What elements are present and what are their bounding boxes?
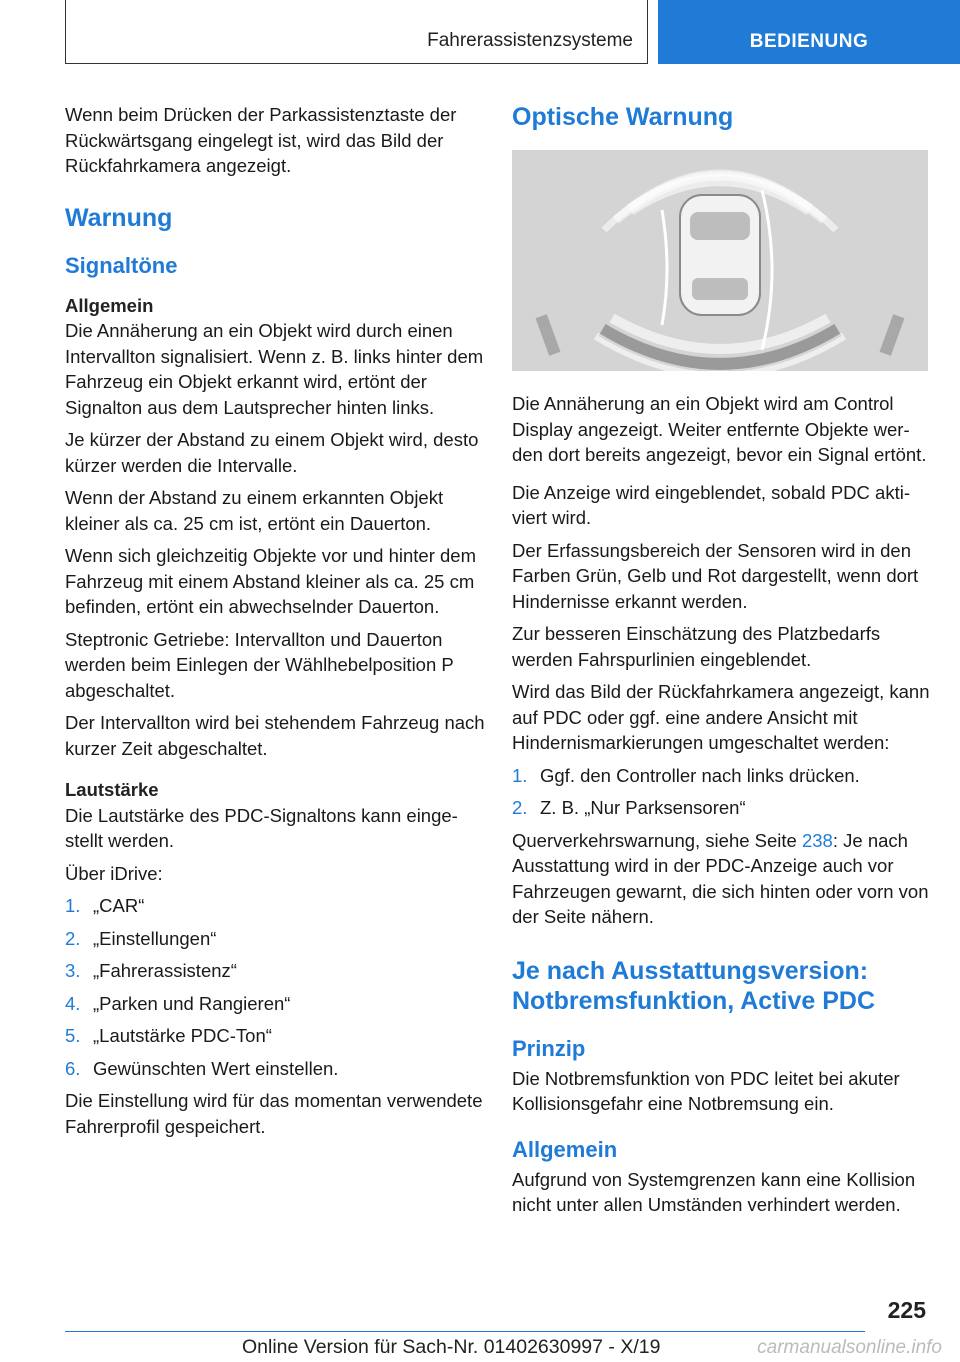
step-number: 3. <box>65 960 81 981</box>
step-number: 2. <box>65 927 81 949</box>
header-section-title: Fahrerassistenzsysteme <box>427 30 633 51</box>
paragraph: Aufgrund von Systemgrenzen kann eine Kollision nicht unter allen Umständen verhindert werden. <box>512 1168 916 1215</box>
paragraph: Wenn der Abstand zu einem erkannten Objekt kleiner als ca. 25 cm ist, ertönt ein Dauerton. <box>65 487 444 534</box>
heading-prinzip: Prinzip <box>512 1035 586 1061</box>
page-number: 225 <box>887 1297 926 1323</box>
step-text: Gewünschten Wert einstellen. <box>93 1057 339 1079</box>
paragraph: Wenn sich gleichzeitig Objekte vor und hinter dem Fahrzeug mit einem Abstand kleiner als ca. 25 cm befinden, ertönt ein abwechselnder Dauerton. <box>65 545 476 617</box>
paragraph: Die Einstellung wird für das momentan verwendete Fahrerprofil gespeichert. <box>65 1090 483 1137</box>
step-text: „Parken und Rangieren“ <box>93 992 291 1014</box>
heading-notbremsfunktion: Je nach Ausstattungsversion: Notbremsfunktion, Active PDC <box>512 956 876 1015</box>
step-number: 1. <box>512 764 528 786</box>
paragraph: Der Intervallton wird bei stehendem Fahrzeug nach kurzer Zeit abgeschaltet. <box>65 712 485 759</box>
step-number: 6. <box>65 1057 81 1079</box>
list-item <box>512 795 932 821</box>
step-number: 5. <box>65 1025 81 1046</box>
step-text: „CAR“ <box>93 895 145 916</box>
footer-text: Online Version für Sach-Nr. 01402630997 - X/19 <box>242 1336 661 1358</box>
heading-allgemein: Allgemein <box>65 294 154 316</box>
pdc-display-figure <box>512 150 928 371</box>
step-text: „Einstellungen“ <box>93 927 217 949</box>
step-text: „Lautstärke PDC-Ton“ <box>93 1025 272 1046</box>
header-section <box>65 0 648 64</box>
paragraph: Der Erfassungsbereich der Sensoren wird in den Farben Grün, Gelb und Rot dargestellt, wenn dort Hindernisse erkannt werden. <box>512 539 919 612</box>
list-item <box>65 926 485 952</box>
paragraph: Je kürzer der Abstand zu einem Objekt wird, desto kürzer werden die Intervalle. <box>65 429 479 476</box>
heading-lautstaerke: Lautstärke <box>65 779 159 800</box>
page-reference-link[interactable]: 238 <box>801 829 833 851</box>
footer-divider <box>65 1331 865 1332</box>
step-text: „Fahrerassistenz“ <box>93 960 237 981</box>
heading-signaltoene: Signaltöne <box>65 252 178 278</box>
header-chapter-tab[interactable] <box>658 0 960 64</box>
heading-allgemein: Allgemein <box>512 1136 618 1162</box>
paragraph: Die Anzeige wird eingeblendet, sobald PDC aktiviert wird. <box>512 481 910 528</box>
paragraph <box>512 828 932 930</box>
heading-warnung: Warnung <box>65 203 173 232</box>
paragraph: Die Lautstärke des PDC-Signaltons kann eingestellt werden. <box>65 804 458 851</box>
paragraph: Wird das Bild der Rückfahrkamera angezeigt, kann auf PDC oder ggf. eine andere Ansicht mit Hindernismarkierungen umgeschaltet werden: <box>512 681 930 753</box>
text: : Je nach Ausstattung wird in der PDC-Anzeige auch vor Fahrzeugen gewarnt, die sich hinten oder vorn von der Seite nähern. <box>512 829 929 927</box>
heading-optische-warnung: Optische Warnung <box>512 103 734 131</box>
paragraph: Die Notbremsfunktion von PDC leitet bei akuter Kollisionsgefahr eine Notbremsung ein. <box>512 1067 900 1114</box>
watermark: carmanualsonline.info <box>757 1337 942 1358</box>
paragraph: Über iDrive: <box>65 862 163 884</box>
header-chapter-title: BEDIENUNG <box>749 31 869 52</box>
text: Querverkehrswarnung, siehe Seite <box>512 829 802 851</box>
step-text: Z. B. „Nur Parksensoren“ <box>540 797 746 818</box>
intro-paragraph: Wenn beim Drücken der Parkassistenztaste der Rückwärtsgang eingelegt ist, wird das Bild der Rückfahrkamera angezeigt. <box>65 104 457 176</box>
step-number: 1. <box>65 895 81 916</box>
left-column <box>65 102 485 1146</box>
list-item <box>65 1056 485 1082</box>
paragraph: Steptronic Getriebe: Intervallton und Dauerton werden beim Einlegen der Wählhebelposition P abgeschaltet. <box>65 628 454 701</box>
step-number: 2. <box>512 797 528 818</box>
list-item <box>512 763 932 789</box>
paragraph: Die Annäherung an ein Objekt wird am Control Display angezeigt. Weiter entfernte Objekte werden dort bereits angezeigt, bevor ein Signal ertönt. <box>512 393 927 465</box>
list-item <box>65 991 485 1017</box>
list-item <box>65 958 485 984</box>
list-item <box>65 1023 485 1049</box>
list-item <box>65 893 485 919</box>
step-number: 4. <box>65 992 81 1014</box>
paragraph: Zur besseren Einschätzung des Platzbedarfs werden Fahrspurlinien eingeblendet. <box>512 623 881 670</box>
idrive-steps-list <box>65 893 485 1081</box>
right-column <box>512 102 932 1225</box>
paragraph: Die Annäherung an ein Objekt wird durch einen Intervallton signalisiert. Wenn z. B. links hinter dem Fahrzeug ein Objekt erkannt wird, ertönt der Signalton aus dem Lautsprecher hinten links. <box>65 320 484 418</box>
step-text: Ggf. den Controller nach links drücken. <box>540 764 860 786</box>
view-switch-steps-list <box>512 763 932 821</box>
